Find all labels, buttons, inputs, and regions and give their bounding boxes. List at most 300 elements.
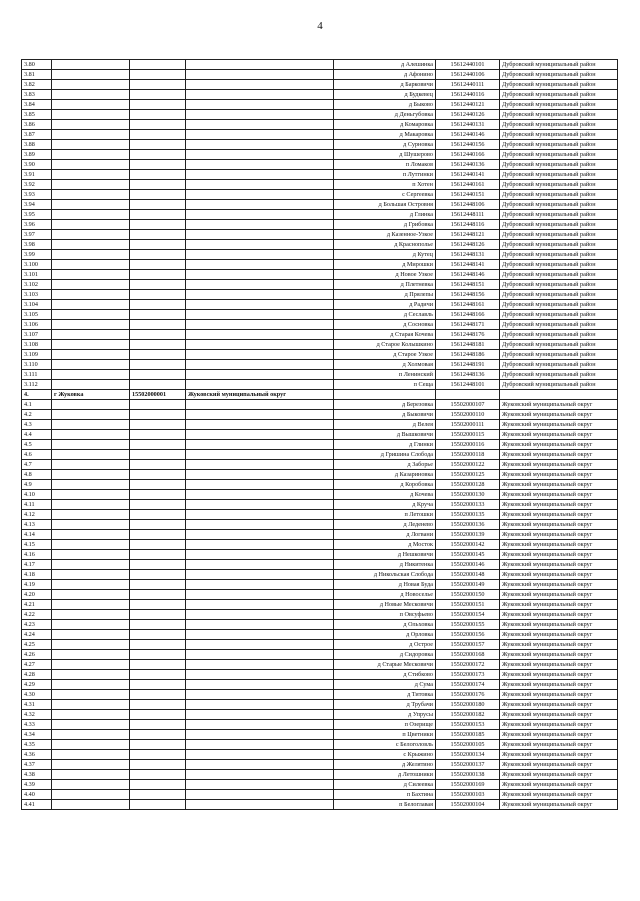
table-cell: д Велея (334, 420, 436, 430)
table-cell: 15612448131 (436, 250, 500, 260)
table-cell (186, 430, 334, 440)
table-cell (130, 560, 186, 570)
table-cell: 4.29 (22, 680, 52, 690)
table-cell (130, 690, 186, 700)
table-cell: Жуковский муниципальный округ (500, 490, 618, 500)
table-cell: Дубровский муниципальный район (500, 120, 618, 130)
table-cell (130, 490, 186, 500)
table-cell: 3.110 (22, 360, 52, 370)
table-cell (186, 470, 334, 480)
table-cell (130, 360, 186, 370)
table-cell (186, 590, 334, 600)
table-cell (52, 220, 130, 230)
table-cell: 15502000135 (436, 510, 500, 520)
table-cell (52, 730, 130, 740)
table-cell: д Новая Буда (334, 580, 436, 590)
table-cell (52, 100, 130, 110)
table-cell (130, 320, 186, 330)
table-cell (186, 60, 334, 70)
table-cell: 15502000173 (436, 670, 500, 680)
table-cell (186, 320, 334, 330)
table-cell: Дубровский муниципальный район (500, 210, 618, 220)
table-cell (52, 630, 130, 640)
table-cell: 3.95 (22, 210, 52, 220)
table-row (22, 170, 618, 180)
table-cell (52, 460, 130, 470)
table-cell (186, 180, 334, 190)
table-cell: Дубровский муниципальный район (500, 180, 618, 190)
table-cell: 15502000118 (436, 450, 500, 460)
table-cell: п Овсуфьево (334, 610, 436, 620)
table-cell (186, 90, 334, 100)
table-cell: 15612448186 (436, 350, 500, 360)
table-cell (186, 620, 334, 630)
table-cell (52, 470, 130, 480)
table-cell: д Глинка (334, 210, 436, 220)
table-cell (186, 650, 334, 660)
table-cell: 15612448156 (436, 290, 500, 300)
table-cell: Дубровский муниципальный район (500, 190, 618, 200)
table-cell: 4.40 (22, 790, 52, 800)
table-cell (130, 540, 186, 550)
table-cell (52, 640, 130, 650)
table-cell: Дубровский муниципальный район (500, 140, 618, 150)
table-row (22, 790, 618, 800)
table-row (22, 690, 618, 700)
table-cell: Дубровский муниципальный район (500, 380, 618, 390)
table-cell: 3.89 (22, 150, 52, 160)
table-cell: Дубровский муниципальный район (500, 360, 618, 370)
table-cell: 4.20 (22, 590, 52, 600)
table-cell: Дубровский муниципальный район (500, 220, 618, 230)
table-row (22, 360, 618, 370)
table-cell: 4.32 (22, 710, 52, 720)
table-cell (186, 540, 334, 550)
table-cell (52, 560, 130, 570)
table-cell: д Трубачи (334, 700, 436, 710)
table-cell: 3.100 (22, 260, 52, 270)
table-cell: Жуковский муниципальный округ (500, 520, 618, 530)
table-cell: 15502000180 (436, 700, 500, 710)
table-row (22, 230, 618, 240)
table-cell (130, 430, 186, 440)
table-cell (186, 150, 334, 160)
table-cell (436, 390, 500, 400)
table-cell: д Барковичи (334, 80, 436, 90)
table-cell: Жуковский муниципальный округ (500, 640, 618, 650)
table-cell (130, 590, 186, 600)
table-cell: Дубровский муниципальный район (500, 280, 618, 290)
table-cell: п Летошки (334, 510, 436, 520)
table-cell: д Нешковичи (334, 550, 436, 560)
table-cell: 15502000176 (436, 690, 500, 700)
table-cell: 15502000150 (436, 590, 500, 600)
table-cell: д Глинки (334, 440, 436, 450)
table-cell: 3.88 (22, 140, 52, 150)
table-cell: д Острое (334, 640, 436, 650)
table-cell: п Ломаков (334, 160, 436, 170)
table-cell: д Кутец (334, 250, 436, 260)
table-cell (52, 660, 130, 670)
table-cell: 4.7 (22, 460, 52, 470)
table-cell (130, 70, 186, 80)
table-cell (130, 110, 186, 120)
table-cell (130, 260, 186, 270)
table-cell (52, 210, 130, 220)
table-cell: 3.99 (22, 250, 52, 260)
table-cell: 3.97 (22, 230, 52, 240)
table-cell: 15612440161 (436, 180, 500, 190)
table-cell: 15502000137 (436, 760, 500, 770)
table-cell (186, 510, 334, 520)
table-cell: Жуковский муниципальный округ (500, 410, 618, 420)
table-cell: д Гришина Слобода (334, 450, 436, 460)
table-cell (186, 760, 334, 770)
table-cell: 3.81 (22, 70, 52, 80)
table-cell: 4.22 (22, 610, 52, 620)
table-cell: 15612448181 (436, 340, 500, 350)
table-cell (186, 520, 334, 530)
table-cell: Дубровский муниципальный район (500, 320, 618, 330)
table-cell: Жуковский муниципальный округ (500, 750, 618, 760)
table-cell (186, 350, 334, 360)
table-cell: Дубровский муниципальный район (500, 160, 618, 170)
table-cell: 15502000146 (436, 560, 500, 570)
table-cell (52, 490, 130, 500)
table-cell (52, 90, 130, 100)
table-cell: Дубровский муниципальный район (500, 170, 618, 180)
table-cell: 4.4 (22, 430, 52, 440)
table-cell: 3.98 (22, 240, 52, 250)
table-cell: д Сума (334, 680, 436, 690)
table-cell: 15502000125 (436, 470, 500, 480)
table-cell: д Ольховка (334, 620, 436, 630)
table-row (22, 260, 618, 270)
table-cell (52, 770, 130, 780)
table-cell (186, 200, 334, 210)
table-cell (52, 580, 130, 590)
table-cell (186, 730, 334, 740)
table-cell: 15612448146 (436, 270, 500, 280)
table-row (22, 350, 618, 360)
table-cell (334, 390, 436, 400)
table-cell: 15502000185 (436, 730, 500, 740)
table-cell: 15502000142 (436, 540, 500, 550)
table-cell: д Старые Месковичи (334, 660, 436, 670)
table-cell (130, 280, 186, 290)
table-row (22, 310, 618, 320)
table-cell (186, 500, 334, 510)
table-cell (130, 300, 186, 310)
table-cell (186, 340, 334, 350)
table-cell (130, 680, 186, 690)
table-cell (130, 180, 186, 190)
table-row (22, 150, 618, 160)
table-row (22, 800, 618, 810)
table-body (22, 60, 618, 810)
table-row (22, 500, 618, 510)
table-cell (186, 300, 334, 310)
table-cell (52, 520, 130, 530)
table-cell: Жуковский муниципальный округ (186, 390, 334, 400)
table-row (22, 370, 618, 380)
table-row (22, 530, 618, 540)
table-cell: 4.36 (22, 750, 52, 760)
table-cell (186, 490, 334, 500)
table-cell (130, 200, 186, 210)
table-cell (130, 350, 186, 360)
table-cell: 3.87 (22, 130, 52, 140)
table-cell (130, 410, 186, 420)
table-cell (186, 290, 334, 300)
table-cell: д Новоселье (334, 590, 436, 600)
table-cell (130, 650, 186, 660)
table-row (22, 440, 618, 450)
table-cell (186, 780, 334, 790)
table-cell (52, 110, 130, 120)
table-cell (186, 250, 334, 260)
table-cell: 15612440156 (436, 140, 500, 150)
table-cell (130, 660, 186, 670)
table-cell: 4.27 (22, 660, 52, 670)
table-cell (186, 80, 334, 90)
table-cell (52, 250, 130, 260)
table-cell (186, 210, 334, 220)
table-cell: д Старое Узкое (334, 350, 436, 360)
table-row (22, 250, 618, 260)
table-cell: Дубровский муниципальный район (500, 370, 618, 380)
table-cell (52, 550, 130, 560)
table-cell (52, 530, 130, 540)
table-cell (52, 340, 130, 350)
table-cell: 15502000110 (436, 410, 500, 420)
table-cell: 4.11 (22, 500, 52, 510)
table-cell: 3.104 (22, 300, 52, 310)
table-cell: 4.9 (22, 480, 52, 490)
table-cell (186, 450, 334, 460)
table-cell (186, 640, 334, 650)
table-cell: д Сидоровка (334, 650, 436, 660)
table-cell (130, 750, 186, 760)
table-cell: Жуковский муниципальный округ (500, 560, 618, 570)
table-row (22, 540, 618, 550)
table-cell: п Цветники (334, 730, 436, 740)
table-cell: Жуковский муниципальный округ (500, 460, 618, 470)
table-cell: Жуковский муниципальный округ (500, 790, 618, 800)
table-row (22, 120, 618, 130)
table-cell (52, 610, 130, 620)
table-cell (130, 60, 186, 70)
table-cell: 4.37 (22, 760, 52, 770)
table-cell: Жуковский муниципальный округ (500, 800, 618, 810)
table-cell (130, 740, 186, 750)
table-cell: Жуковский муниципальный округ (500, 500, 618, 510)
table-cell: 15612448166 (436, 310, 500, 320)
table-cell (52, 760, 130, 770)
table-cell: 15502000151 (436, 600, 500, 610)
table-row (22, 300, 618, 310)
table-cell: д Краснополье (334, 240, 436, 250)
table-row (22, 700, 618, 710)
table-cell: 4.12 (22, 510, 52, 520)
table-cell (186, 440, 334, 450)
table-cell: д Никольская Слобода (334, 570, 436, 580)
table-cell (130, 510, 186, 520)
table-cell (130, 140, 186, 150)
table-cell (130, 620, 186, 630)
table-cell: Дубровский муниципальный район (500, 100, 618, 110)
table-cell (52, 590, 130, 600)
table-cell (186, 660, 334, 670)
table-cell: Жуковский муниципальный округ (500, 470, 618, 480)
table-cell: 3.106 (22, 320, 52, 330)
table-cell: 15612448106 (436, 200, 500, 210)
table-cell (186, 670, 334, 680)
table-cell: Жуковский муниципальный округ (500, 710, 618, 720)
table-row (22, 390, 618, 400)
table-row (22, 420, 618, 430)
table-cell (130, 790, 186, 800)
table-cell (130, 700, 186, 710)
table-cell: Дубровский муниципальный район (500, 240, 618, 250)
table-cell (186, 750, 334, 760)
table-row (22, 80, 618, 90)
table-cell (52, 570, 130, 580)
table-cell: 4.30 (22, 690, 52, 700)
table-cell: 15612440131 (436, 120, 500, 130)
table-cell: 15502000136 (436, 520, 500, 530)
table-row (22, 450, 618, 460)
table-cell: Жуковский муниципальный округ (500, 420, 618, 430)
table-cell (186, 240, 334, 250)
table-cell: д Плетневка (334, 280, 436, 290)
table-cell: д Комаровка (334, 120, 436, 130)
table-cell: Жуковский муниципальный округ (500, 400, 618, 410)
settlements-table (21, 59, 618, 810)
table-cell: 15502000174 (436, 680, 500, 690)
table-cell (52, 60, 130, 70)
table-cell (130, 600, 186, 610)
table-cell (52, 370, 130, 380)
table-cell (186, 270, 334, 280)
table-cell: 4.24 (22, 630, 52, 640)
table-row (22, 680, 618, 690)
table-cell: 15612448141 (436, 260, 500, 270)
table-cell (186, 790, 334, 800)
table-row (22, 780, 618, 790)
table-cell (52, 200, 130, 210)
table-cell: 15502000156 (436, 630, 500, 640)
table-cell: 4.21 (22, 600, 52, 610)
table-cell (186, 480, 334, 490)
table-cell: 3.109 (22, 350, 52, 360)
table-row (22, 670, 618, 680)
table-cell (186, 160, 334, 170)
table-cell: 4.19 (22, 580, 52, 590)
table-cell (52, 510, 130, 520)
table-cell (130, 730, 186, 740)
table-cell: Дубровский муниципальный район (500, 130, 618, 140)
table-cell (186, 330, 334, 340)
table-cell: д Титовка (334, 690, 436, 700)
table-cell (130, 210, 186, 220)
table-cell: 4.28 (22, 670, 52, 680)
table-cell (130, 230, 186, 240)
table-cell: д Силеевка (334, 780, 436, 790)
table-cell (52, 780, 130, 790)
table-row (22, 610, 618, 620)
table-cell (52, 620, 130, 630)
table-cell (52, 350, 130, 360)
table-cell: 3.101 (22, 270, 52, 280)
table-cell (52, 120, 130, 130)
table-cell: 15612448126 (436, 240, 500, 250)
table-cell: 15502000145 (436, 550, 500, 560)
table-cell (186, 110, 334, 120)
table-row (22, 430, 618, 440)
table-cell (130, 240, 186, 250)
table-cell: Жуковский муниципальный округ (500, 780, 618, 790)
table-cell: 15502000128 (436, 480, 500, 490)
table-cell (130, 530, 186, 540)
table-cell: 15612448101 (436, 380, 500, 390)
table-cell: Жуковский муниципальный округ (500, 680, 618, 690)
table-cell (186, 460, 334, 470)
table-cell: д Упрусы (334, 710, 436, 720)
table-cell: 3.94 (22, 200, 52, 210)
table-cell (130, 760, 186, 770)
table-cell: 15612440136 (436, 160, 500, 170)
table-cell: 3.84 (22, 100, 52, 110)
table-cell: д Желятино (334, 760, 436, 770)
table-cell: 15502000139 (436, 530, 500, 540)
table-cell: п Белоглавая (334, 800, 436, 810)
table-cell: д Никитенка (334, 560, 436, 570)
table-cell: 15612448161 (436, 300, 500, 310)
table-row (22, 380, 618, 390)
table-cell (130, 780, 186, 790)
table-cell (130, 720, 186, 730)
table-cell (52, 650, 130, 660)
table-cell: 4.8 (22, 470, 52, 480)
table-cell: Дубровский муниципальный район (500, 300, 618, 310)
table-cell (130, 710, 186, 720)
table-row (22, 320, 618, 330)
table-cell (52, 540, 130, 550)
table-cell (130, 640, 186, 650)
table-cell (500, 390, 618, 400)
table-cell: 15502000148 (436, 570, 500, 580)
table-cell (52, 440, 130, 450)
table-cell (52, 420, 130, 430)
table-cell: д Коробовка (334, 480, 436, 490)
table-row (22, 190, 618, 200)
table-cell: Дубровский муниципальный район (500, 250, 618, 260)
table-cell: д Быково (334, 100, 436, 110)
table-row (22, 580, 618, 590)
table-cell: 15612448116 (436, 220, 500, 230)
table-cell: Дубровский муниципальный район (500, 110, 618, 120)
table-cell (52, 450, 130, 460)
table-cell: д Радичи (334, 300, 436, 310)
table-cell (52, 300, 130, 310)
table-cell: 4.5 (22, 440, 52, 450)
table-cell: 4. (22, 390, 52, 400)
table-cell (130, 160, 186, 170)
table-cell: 15502000153 (436, 720, 500, 730)
table-row (22, 220, 618, 230)
table-cell: 15612440126 (436, 110, 500, 120)
